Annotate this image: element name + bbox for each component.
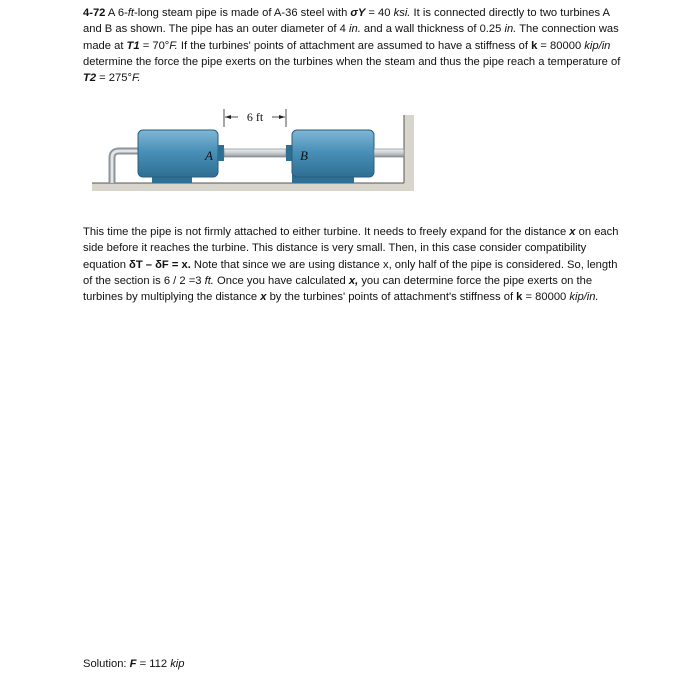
problem-number: 4-72	[83, 7, 106, 19]
discussion-paragraph	[83, 224, 628, 305]
text-run: Once you have calculated	[213, 274, 349, 287]
symbol-k: k	[531, 39, 538, 52]
text-run: If the turbines' points of attachment are assumed to have a stiffness of	[177, 39, 532, 52]
unit: ft.	[204, 274, 214, 287]
text-run: This time the pipe is not firmly attached to either turbine. It needs to freely expand for the distance	[83, 226, 570, 238]
text-run: by the turbines' points of attachment's stiffness of	[266, 291, 517, 304]
symbol-k: k	[516, 291, 523, 304]
unit: in.	[504, 23, 517, 36]
unit: ft	[127, 7, 135, 19]
symbol-sigma-y: σY	[350, 7, 366, 19]
symbol-t1: T1	[126, 39, 140, 52]
text-run: and a wall thickness of 0.25	[360, 23, 505, 36]
solution-line	[83, 658, 185, 670]
symbol-x: x	[260, 291, 267, 304]
turbine-pipe-figure	[82, 105, 422, 210]
symbol-t2: T2	[83, 72, 97, 85]
text-run: = 80000	[522, 291, 570, 304]
text-run: Note that since we are using distance x, only half of the pipe is considered. So, length of the section is 6 / 2 =3	[83, 258, 618, 287]
text-run: = 275°	[96, 72, 132, 85]
unit: kip/in	[584, 39, 611, 52]
solution-label: Solution:	[83, 658, 130, 670]
label-b: B	[300, 148, 308, 163]
symbol-x: x	[569, 226, 576, 238]
unit: in.	[348, 23, 361, 36]
text-run: = 40	[365, 7, 394, 19]
solution-value: = 112	[136, 658, 171, 670]
text-run: you can determine force the pipe exerts on the turbines by multiplying the distance	[83, 274, 593, 304]
text-run: The connection was made at	[83, 23, 619, 52]
text-run: A 6-	[105, 7, 128, 19]
unit: F.	[131, 72, 141, 85]
symbol-x: x,	[348, 274, 359, 287]
solution-unit: kip	[170, 658, 185, 670]
text-run: = 70°	[139, 39, 170, 52]
inlet-pipe	[112, 151, 140, 183]
text-run: = 80000	[537, 39, 585, 52]
problem-statement	[83, 5, 628, 86]
text-run: determine the force the pipe exerts on the turbines when the steam and thus the pipe reach a temperature of	[83, 55, 621, 68]
label-a: A	[205, 148, 213, 163]
unit: ksi.	[393, 7, 411, 19]
text-run: It is connected directly to two turbines A and B as shown. The pipe has an outer diameter of 4	[83, 7, 610, 36]
steam-pipe	[224, 149, 286, 157]
symbol-f: F	[129, 658, 137, 670]
dimension-label: 6 ft	[246, 110, 264, 124]
unit: kip/in.	[569, 291, 599, 304]
compatibility-equation: δT – δF = x.	[129, 258, 191, 271]
text-run: on each side before it reaches the turbine. This distance is very small. Then, in this case consider compatibility equation	[83, 226, 619, 271]
outlet-pipe	[374, 149, 404, 157]
text-run: -long steam pipe is made of A-36 steel with	[134, 7, 351, 19]
unit: F.	[169, 39, 178, 52]
